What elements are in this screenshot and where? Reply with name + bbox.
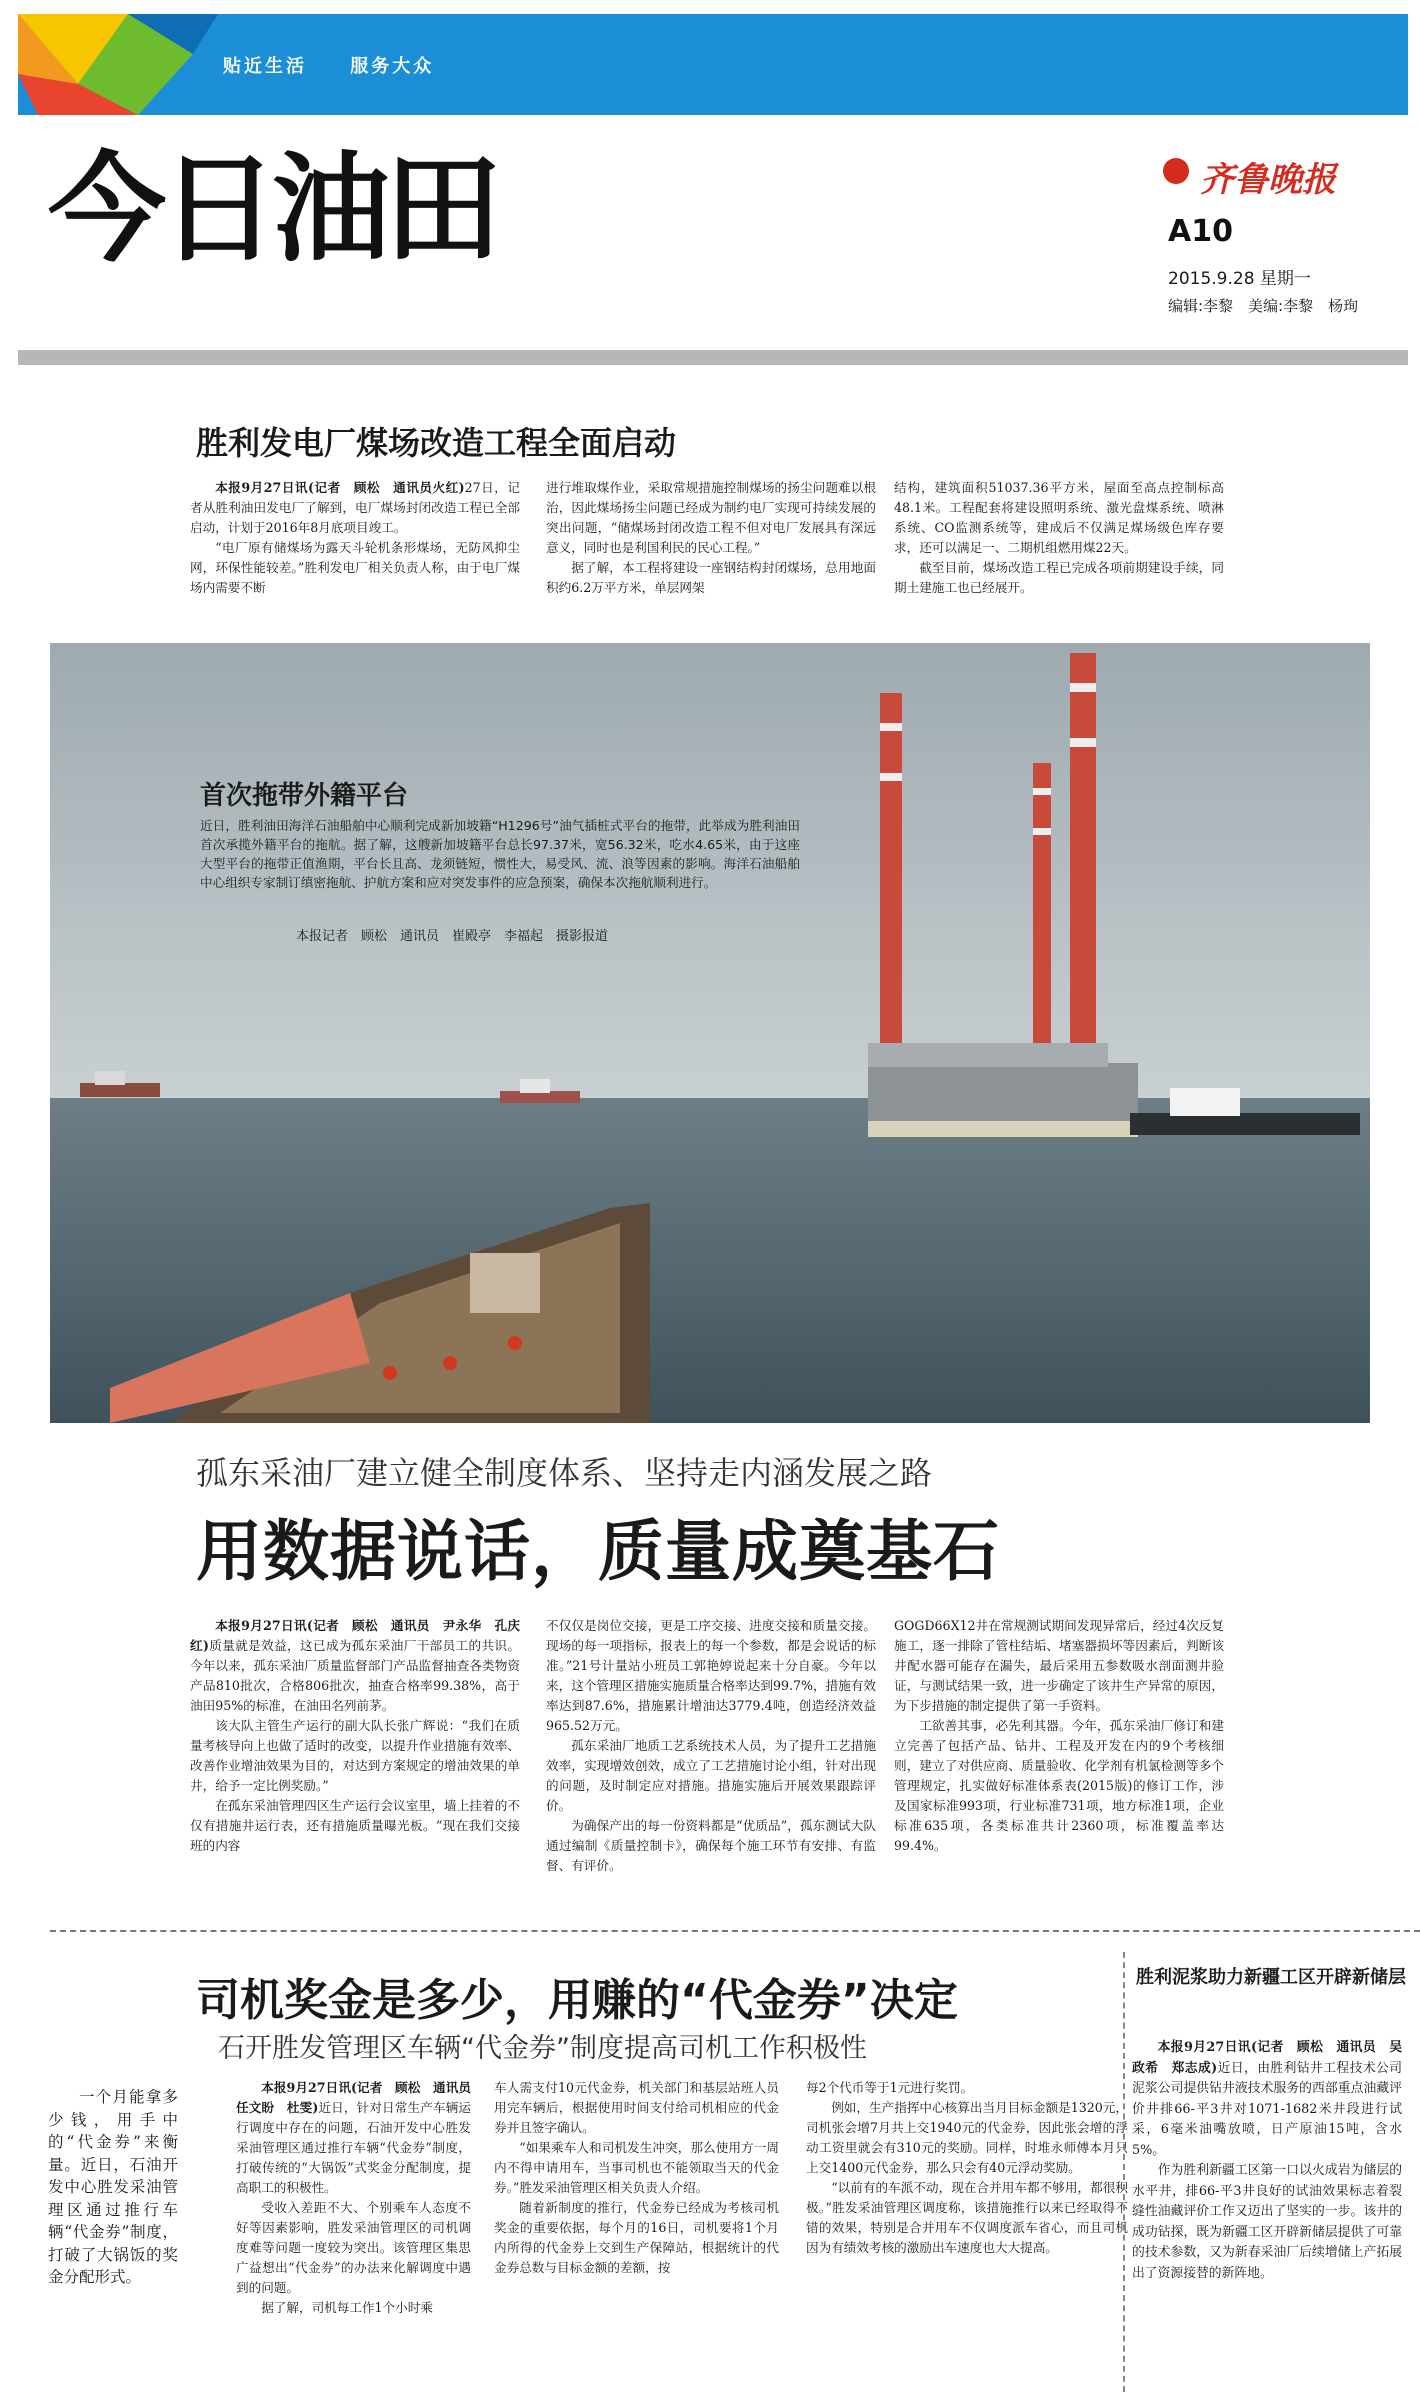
slogan-part-1: 贴近生活 bbox=[223, 56, 307, 77]
paragraph: 截至目前，煤场改造工程已完成各项前期建设手续，同期土建施工也已经展开。 bbox=[894, 560, 1224, 595]
editor-credits: 编辑:李黎 美编:李黎 杨珣 bbox=[1168, 297, 1359, 315]
side-story-headline: 胜利泥浆助力新疆工区开辟新储层 bbox=[1136, 1967, 1406, 1988]
issue-date: 2015.9.28 星期一 bbox=[1168, 269, 1311, 289]
newspaper-logo-icon bbox=[1163, 158, 1189, 184]
header-divider bbox=[18, 350, 1408, 365]
main-story-subheadline: 孤东采油厂建立健全制度体系、坚持走内涵发展之路 bbox=[196, 1454, 933, 1492]
photo-caption-credit: 本报记者 顾松 通讯员 崔殿亭 李福起 摄影报道 bbox=[296, 929, 609, 944]
paragraph: “电厂原有储煤场为露天斗轮机条形煤场，无防风抑尘网，环保性能较差。”胜利发电厂相关负责人称，由于电厂煤场内需要不断 bbox=[190, 540, 520, 595]
paragraph: 车人需支付10元代金券，机关部门和基层站班人员用完车辆后，根据使用时间支付给司机相应的代金券并且签字确认。 bbox=[494, 2080, 779, 2135]
paragraph: 作为胜利新疆工区第一口以火成岩为储层的水平井，排66-平3井良好的试油效果标志着裂缝性油藏评价工作又迈出了坚实的一步。该井的成功钻探，既为新疆工区开辟新储层提供了可靠的技术参数，又为新春采油厂后续增储上产拓展出了资源接替的新阵地。 bbox=[1132, 2163, 1402, 2281]
lead-text: 一个月能拿多少钱，用手中的“代金券”来衡量。近日，石油开发中心胜发采油管理区通过推行车辆“代金券”制度，打破了大锅饭的奖金分配形式。 bbox=[48, 2088, 178, 2286]
paragraph: 每2个代币等于1元进行奖罚。 bbox=[806, 2080, 974, 2095]
colorful-logo-icon bbox=[18, 14, 228, 115]
offshore-platform-photo bbox=[50, 643, 1370, 1423]
photo-caption-body: 近日，胜利油田海洋石油船舶中心顺利完成新加坡籍“H1296号”油气插桩式平台的拖带，此举成为胜利油田首次承揽外籍平台的拖航。据了解，这艘新加坡籍平台总长97.37米，宽56.32米，吃水4.65米，由于这座大型平台的拖带正值渔期，平台长且高、龙须链短，惯性大，易受风、流、浪等因素的影响。海洋石油船舶中心组织专家制订缜密拖航、护航方案和应对突发事件的应急预案，确保本次拖航顺利进行。 bbox=[200, 818, 800, 890]
driver-story-column-1 bbox=[236, 2078, 484, 2388]
paragraph: 结构，建筑面积51037.36平方米，屋面至高点控制标高48.1米。工程配套将建设照明系统、激光盘煤系统、喷淋系统、CO监测系统等，建成后不仅满足煤场级色库存要求，还可以满足一、二期机组燃用煤22天。 bbox=[894, 480, 1224, 555]
paragraph: 近日，由胜利钻井工程技术公司泥浆公司提供钻井液技术服务的西部重点油藏评价井排66-平3井对1071-1682米井段进行试采，6毫米油嘴放喷，日产原油15吨，含水5%。 bbox=[1132, 2060, 1403, 2158]
section-divider bbox=[50, 1930, 1420, 1932]
driver-story-column-2 bbox=[494, 2078, 779, 2388]
newspaper-name: 齐鲁晚报 bbox=[1200, 160, 1336, 200]
photo-caption-title: 首次拖带外籍平台 bbox=[200, 781, 409, 811]
coal-story-column-1 bbox=[190, 478, 520, 643]
platform-leg bbox=[1070, 653, 1096, 1108]
paragraph: 例如，生产指挥中心核算出当月目标金额是1320元，司机张会增7月共上交1940元的代金券，因此张会增的浮动工资里就会有310元的奖励。同样，时堆永师傅本月只上交1400元代金券，那么只会有40元浮动奖励。 bbox=[806, 2100, 1128, 2175]
paragraph: 该大队主管生产运行的副大队长张广辉说：“我们在质量考核导向上也做了适时的改变，以提升作业措施有效率、改善作业增油效果为目的，对达到方案规定的增油效果的单井，给予一定比例奖励。” bbox=[190, 1718, 520, 1793]
main-story-column-2 bbox=[546, 1616, 876, 1916]
page-number: A10 bbox=[1168, 214, 1233, 249]
paragraph: 27日，记者从胜利油田发电厂了解到，电厂煤场封闭改造工程已全部启动，计划于2016年8月底项目竣工。 bbox=[190, 480, 520, 535]
paragraph: 工欲善其事，必先利其器。今年，孤东采油厂修订和建立完善了包括产品、钻井、工程及开发在内的9个考核细则，建立了对供应商、质量验收、化学剂有机氯检测等多个管理规定，扎实做好标准体系表(2015版)的修订工作，涉及国家标准993项，行业标准731项，地方标准1项，企业标准635项，各类标准共计2360项，标准覆盖率达99.4%。 bbox=[894, 1718, 1224, 1853]
coal-byline: 本报9月27日讯(记者 顾松 通讯员火红) bbox=[215, 480, 465, 495]
sidebar-divider bbox=[1123, 1952, 1125, 2392]
paragraph: 受收入差距不大、个别乘车人态度不好等因素影响，胜发采油管理区的司机调度难等问题一度较为突出。该管理区集思广益想出“代金券”的办法来化解调度中遇到的问题。 bbox=[236, 2200, 471, 2295]
slogan-part-2: 服务大众 bbox=[350, 56, 435, 77]
driver-story-headline: 司机奖金是多少，用赚的“代金券”决定 bbox=[196, 1975, 958, 2026]
photo-illustration bbox=[50, 643, 1370, 1423]
paragraph: 不仅仅是岗位交接，更是工序交接、进度交接和质量交接。现场的每一项指标，报表上的每一个参数，都是会说话的标准。”21号计量站小班员工郭艳婷说起来十分自豪。今年以来，这个管理区措施实施质量合格率达到99.7%，措施有效率达到87.6%，措施累计增油达3779.4吨，创造经济效益965.52万元。 bbox=[546, 1618, 876, 1733]
main-story-column-3 bbox=[894, 1616, 1224, 1916]
paragraph: “如果乘车人和司机发生冲突，那么使用方一周内不得申请用车，当事司机也不能领取当天的代金券。”胜发采油管理区相关负责人介绍。 bbox=[494, 2140, 779, 2195]
paragraph: 孤东采油厂地质工艺系统技术人员，为了提升工艺措施效率，实现增效创效，成立了工艺措施讨论小组，针对出现的问题，及时制定应对措施。措施实施后开展效果跟踪评价。 bbox=[546, 1738, 876, 1813]
driver-story-column-3 bbox=[806, 2078, 1128, 2388]
paragraph: 随着新制度的推行，代金券已经成为考核司机奖金的重要依据，每个月的16日，司机要将1个月内所得的代金券上交到生产保障站，根据统计的代金券总数与目标金额的差额，按 bbox=[494, 2200, 779, 2275]
paragraph: 近日，针对日常生产车辆运行调度中存在的问题，石油开发中心胜发采油管理区通过推行车辆“代金券”制度，打破传统的“大锅饭”式奖金分配制度，提高职工的积极性。 bbox=[236, 2100, 472, 2195]
paragraph: 据了解，本工程将建设一座钢结构封闭煤场，总用地面积约6.2万平方米，单层网架 bbox=[546, 560, 876, 595]
paragraph: GOGD66X12井在常规测试期间发现异常后，经过4次反复施工，逐一排除了管柱结垢、堵塞器损坏等因素后，判断该井配水器可能存在漏失，最后采用五参数吸水剖面测井验证，与测试结果一致，进一步确定了该井生产异常的原因，为下步措施的制定提供了第一手资料。 bbox=[894, 1618, 1224, 1713]
side-story-body bbox=[1132, 2038, 1402, 2388]
coal-story-column-3 bbox=[894, 478, 1224, 643]
paragraph: 质量就是效益，这已成为孤东采油厂干部员工的共识。今年以来，孤东采油厂质量监督部门产品监督抽查各类物资产品810批次，合格806批次，抽查合格率99.38%，高于油田95%的标准，在油田名列前茅。 bbox=[190, 1638, 520, 1713]
paragraph: 在孤东采油管理四区生产运行会议室里，墙上挂着的不仅有措施井运行表，还有措施质量曝光板。“现在我们交接班的内容 bbox=[190, 1798, 520, 1853]
header-banner bbox=[18, 14, 1408, 115]
page-title: 今日油田 bbox=[48, 140, 497, 278]
driver-byline: 本报9月27日讯(记者 顾松 通讯员 任文盼 杜雯) bbox=[236, 2080, 484, 2115]
banner-slogan bbox=[223, 52, 468, 78]
paragraph: 据了解，司机每工作1个小时乘 bbox=[261, 2300, 433, 2315]
main-story-headline: 用数据说话，质量成奠基石 bbox=[196, 1513, 1000, 1590]
paragraph: 进行堆取煤作业，采取常规措施控制煤场的扬尘问题难以根治，因此煤场扬尘问题已经成为制约电厂实现可持续发展的突出问题，“储煤场封闭改造工程不但对电厂发展具有深远意义，同时也是利国利民的民心工程。” bbox=[546, 480, 876, 555]
driver-story-lead bbox=[48, 2086, 178, 2289]
coal-story-headline: 胜利发电厂煤场改造工程全面启动 bbox=[196, 424, 677, 462]
side-byline: 本报9月27日讯(记者 顾松 通讯员 吴政希 郑志成) bbox=[1132, 2040, 1402, 2076]
paragraph: 为确保产出的每一份资料都是“优质品”，孤东测试大队通过编制《质量控制卡》，确保每个施工环节有安排、有监督、有评价。 bbox=[546, 1818, 876, 1873]
main-story-column-1 bbox=[190, 1616, 520, 1916]
paragraph: “以前有的车派不动，现在合并用车都不够用，都很积极。”胜发采油管理区调度称，该措施推行以来已经取得不错的效果，特别是合并用车不仅调度派车省心，而且司机因为有绩效考核的激励出车速度也大大提高。 bbox=[806, 2180, 1128, 2255]
coal-story-column-2 bbox=[546, 478, 876, 643]
driver-story-subheadline: 石开胜发管理区车辆“代金券”制度提高司机工作积极性 bbox=[218, 2033, 867, 2064]
main-byline: 本报9月27日讯(记者 顾松 通讯员 尹永华 孔庆红) bbox=[190, 1618, 520, 1653]
